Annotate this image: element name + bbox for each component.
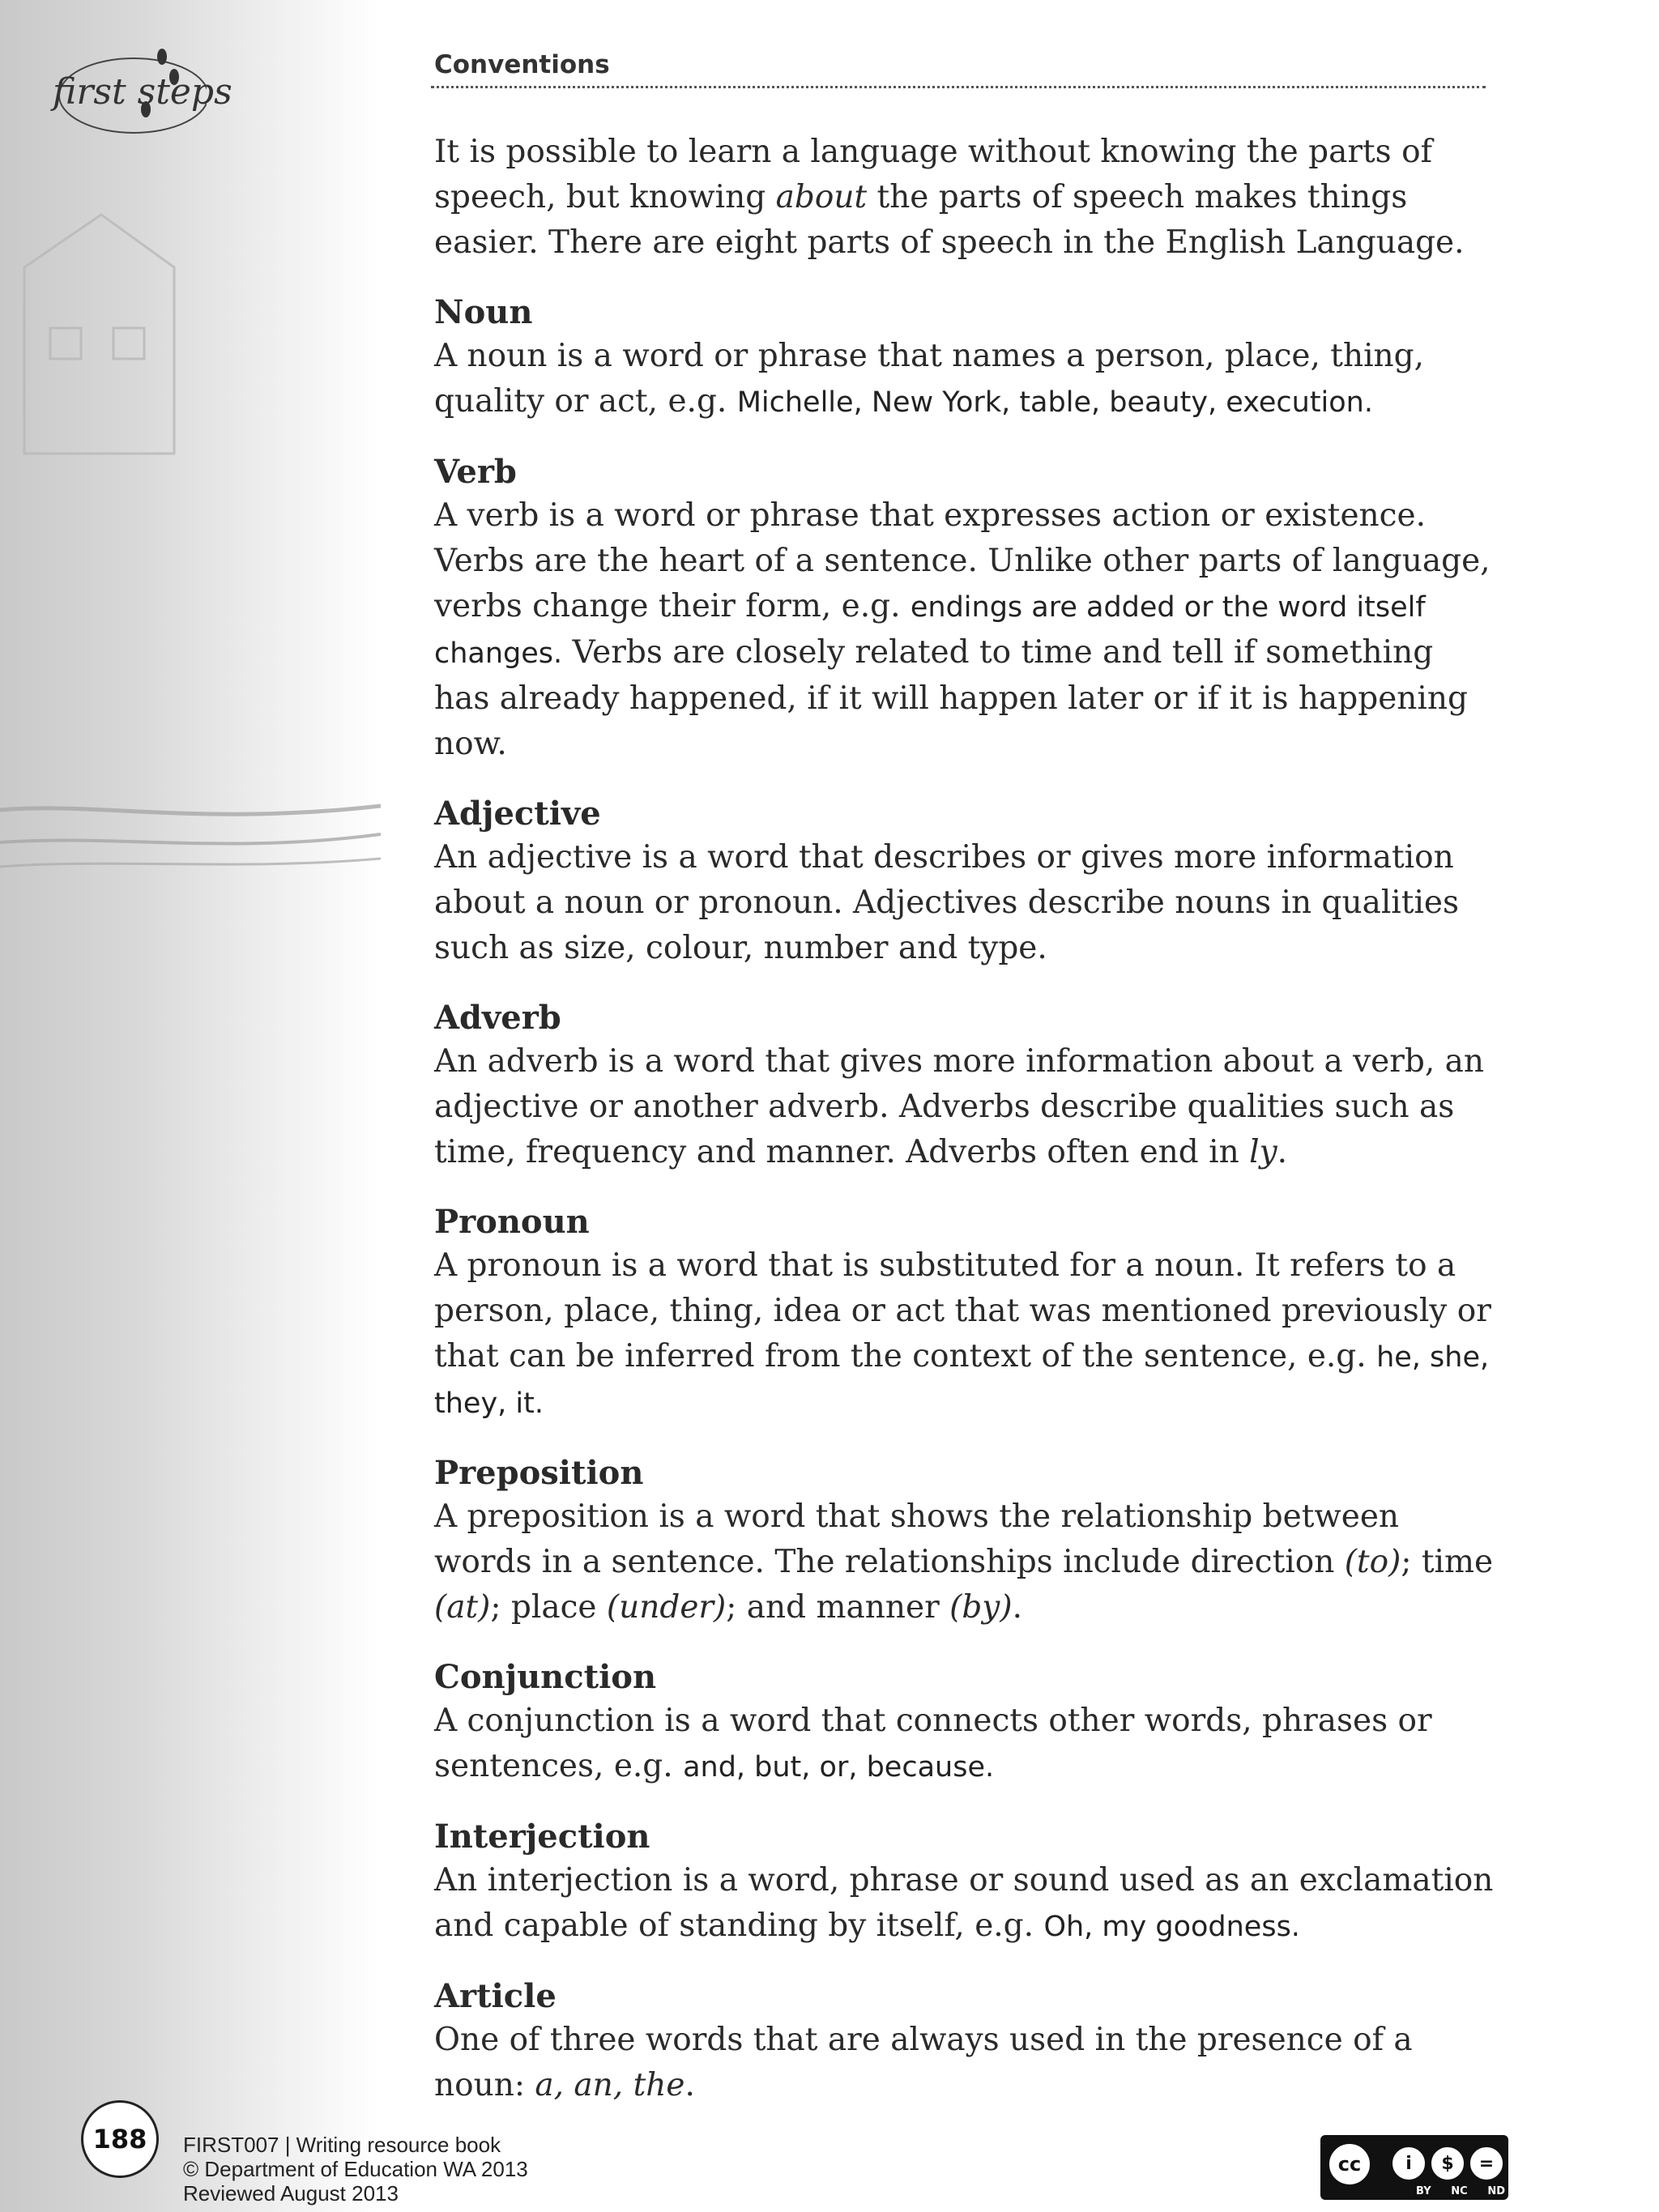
definition-adverb: An adverb is a word that gives more information about a verb, an adjective or another adverb. Adverbs describe qualities such as time, frequency and manner. Adverbs often end in ly.: [434, 1043, 1485, 1170]
section-adjective: [434, 793, 1495, 971]
section-article: [434, 1975, 1495, 2108]
heading-preposition: Preposition: [434, 1454, 644, 1492]
heading-adjective: Adjective: [434, 795, 601, 833]
definition-preposition: A preposition is a word that shows the relationship between words in a sentence. The relationships include direction (to); time (at); place (under); and manner (by).: [434, 1498, 1494, 1626]
intro-paragraph: It is possible to learn a language without knowing the parts of speech, but knowing about the parts of speech makes things easier. There are eight parts of speech in the English Language.: [434, 134, 1465, 261]
section-pronoun: [434, 1201, 1495, 1426]
noncommercial-icon: $: [1429, 2145, 1466, 2182]
section-interjection: [434, 1816, 1495, 1950]
heading-noun: Noun: [434, 293, 533, 331]
license-labels: [1416, 2185, 1505, 2197]
section-conjunction: [434, 1656, 1495, 1790]
footer-line-3: Reviewed August 2013: [183, 2181, 399, 2206]
heading-interjection: Interjection: [434, 1818, 650, 1856]
definition-article: One of three words that are always used in the presence of a noun: a, an, the.: [434, 2022, 1413, 2103]
footer-credits: [183, 2133, 528, 2206]
definition-interjection: An interjection is a word, phrase or sound used as an exclamation and capable of standing by itself, e.g. Oh, my goodness.: [434, 1862, 1494, 1944]
section-adverb: [434, 997, 1495, 1175]
footer-line-1: FIRST007 | Writing resource book: [183, 2133, 501, 2157]
section-verb: [434, 451, 1495, 767]
cc-icon: cc: [1327, 2142, 1372, 2187]
sidebar-drawing-image: [0, 0, 381, 2212]
heading-article: Article: [434, 1977, 557, 2015]
page-number: 188: [81, 2100, 159, 2178]
heading-pronoun: Pronoun: [434, 1203, 590, 1241]
definition-pronoun: A pronoun is a word that is substituted for a noun. It refers to a person, place, thing, idea or act that was mentioned previously or that can be inferred from the context of the sentence, e.g. he, she, they, it.: [434, 1247, 1491, 1420]
definition-verb: A verb is a word or phrase that expresses action or existence. Verbs are the heart of a sentence. Unlike other parts of language, verbs change their form, e.g. endings are added or the word itself changes. Verbs are closely related to time and tell if something has already happened, if it will happen later or if it is happening now.: [434, 497, 1491, 762]
main-content: [434, 130, 1495, 2134]
license-nc: NC: [1451, 2185, 1468, 2197]
noderivatives-icon: =: [1468, 2145, 1505, 2182]
section-title: Conventions: [434, 50, 610, 79]
license-nd: ND: [1487, 2185, 1505, 2197]
section-preposition: [434, 1452, 1495, 1630]
logo-text: first steps: [53, 71, 232, 113]
footer-line-2: © Department of Education WA 2013: [183, 2157, 528, 2181]
creative-commons-badge: [1320, 2135, 1508, 2200]
section-noun: [434, 292, 1495, 425]
heading-adverb: Adverb: [434, 999, 561, 1037]
definition-conjunction: A conjunction is a word that connects other words, phrases or sentences, e.g. and, but, or, because.: [434, 1703, 1432, 1784]
first-steps-logo: [45, 32, 232, 138]
header-divider: [431, 86, 1486, 88]
attribution-icon: i: [1390, 2145, 1427, 2182]
heading-verb: Verb: [434, 453, 517, 491]
definition-noun: A noun is a word or phrase that names a person, place, thing, quality or act, e.g. Michelle, New York, table, beauty, execution.: [434, 338, 1425, 420]
definition-adjective: An adjective is a word that describes or gives more information about a noun or pronoun. Adjectives describe nouns in qualities such as size, colour, number and type.: [434, 839, 1460, 966]
decorative-sidebar: [0, 0, 381, 2212]
license-by: BY: [1416, 2185, 1431, 2197]
heading-conjunction: Conjunction: [434, 1658, 657, 1696]
